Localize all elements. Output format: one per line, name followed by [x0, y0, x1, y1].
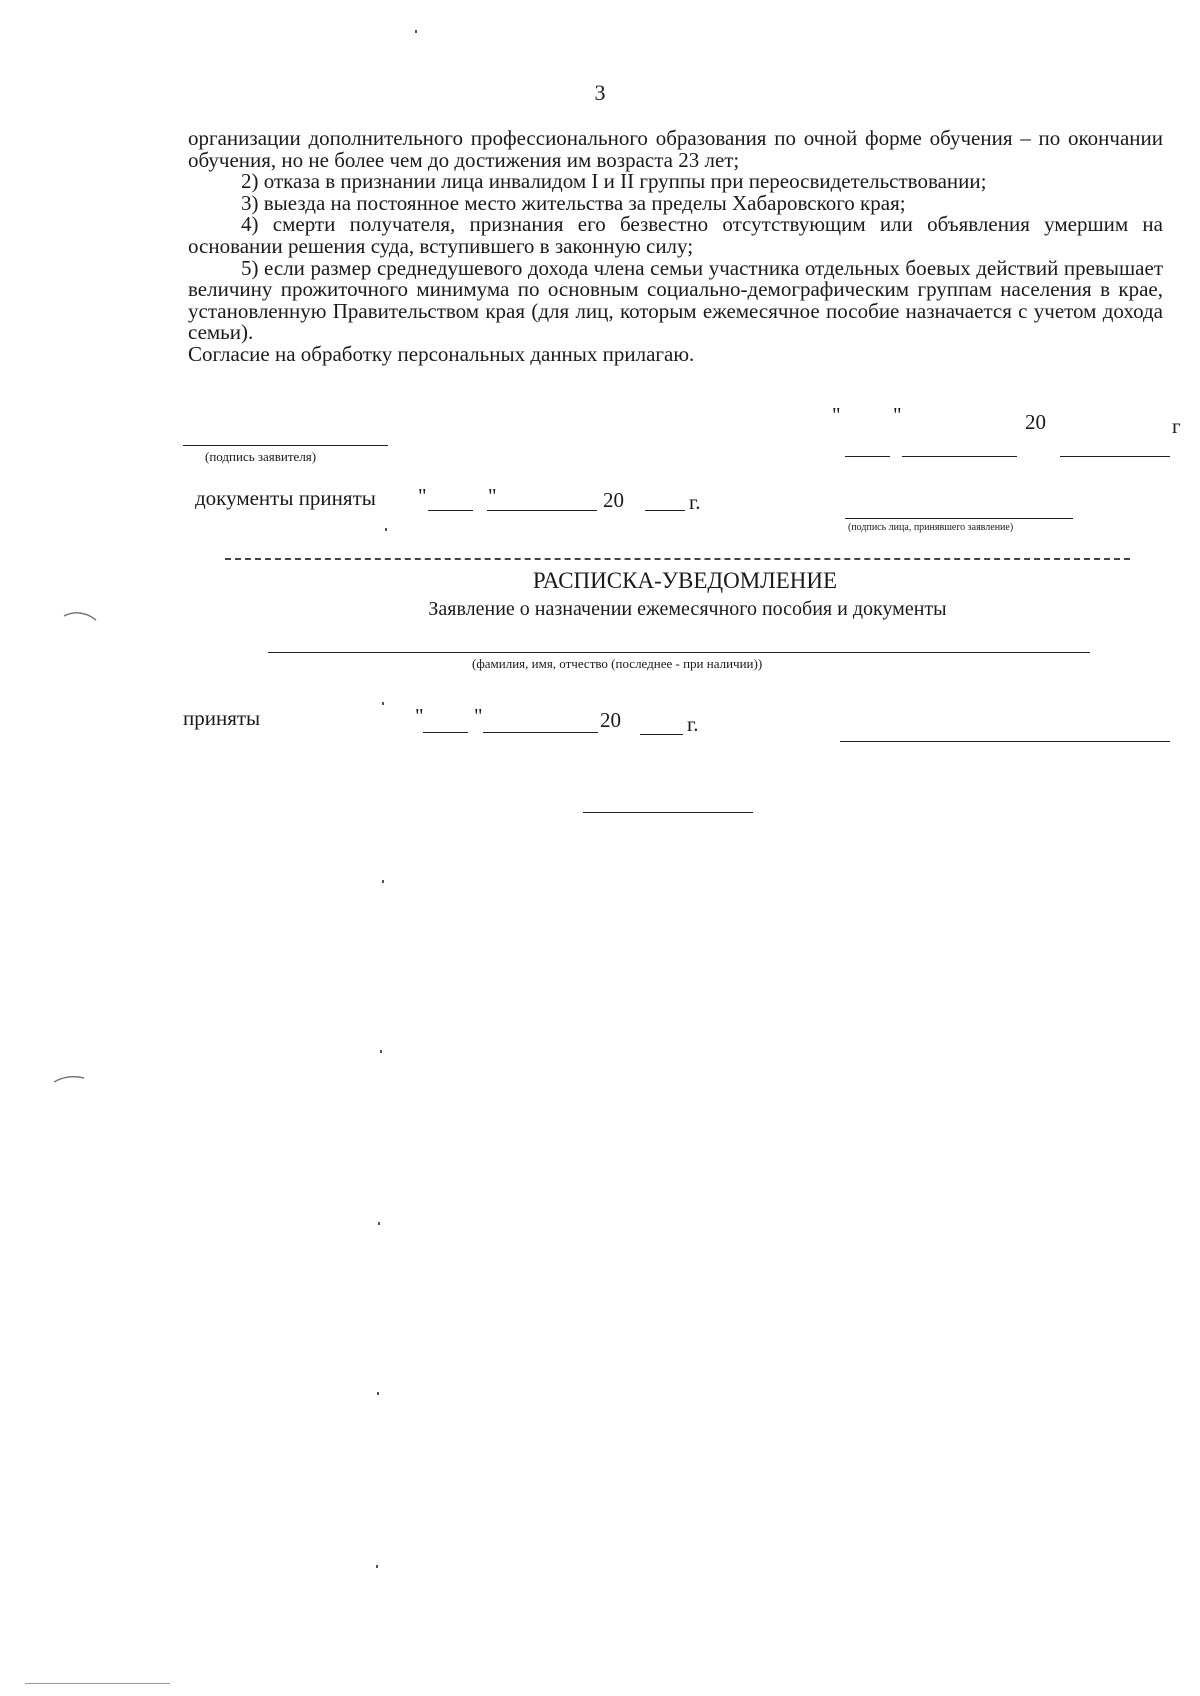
documents-accepted-year: 20 — [603, 488, 624, 512]
paragraph-4: 4) смерти получателя, признания его безвестно отсутствующим или объявления умершим на основании решения суда, вступившего в законную силу; — [188, 212, 1163, 258]
receiver-signature-line[interactable] — [845, 518, 1073, 519]
paragraph-3: 3) выезда на постоянное место жительства за пределы Хабаровского края; — [241, 190, 906, 215]
receipt-suffix: г. — [687, 712, 699, 736]
closing-rule — [583, 812, 753, 813]
speck — [377, 1392, 379, 1395]
receiver-signature-caption: (подпись лица, принявшего заявление) — [848, 522, 1014, 533]
receipt-accepted-label: приняты — [183, 706, 261, 730]
date-quote-close: " — [893, 403, 902, 427]
receipt-day-blank[interactable] — [423, 732, 468, 733]
receipt-signature-line[interactable] — [840, 741, 1170, 742]
documents-accepted-quote-close: " — [488, 484, 497, 508]
documents-accepted-label: документы приняты — [195, 486, 376, 510]
documents-accepted-day-blank[interactable] — [428, 510, 473, 511]
date-day-blank[interactable] — [845, 456, 890, 457]
speck — [385, 528, 387, 531]
date-year: 20 — [1025, 410, 1046, 434]
receipt-month-blank[interactable] — [483, 732, 598, 733]
speck — [382, 880, 384, 883]
paragraph-consent: Согласие на обработку персональных данных прилагаю. — [188, 341, 695, 366]
receipt-year-blank[interactable] — [640, 734, 683, 735]
receipt-subtitle: Заявление о назначении ежемесячного пособия и документы — [428, 598, 947, 620]
paragraph-1: организации дополнительного профессионального образования по очной форме обучения – по окончании обучения, но не более чем до достижения им возраста 23 лет; — [188, 126, 1163, 172]
receipt-fio-line[interactable] — [268, 652, 1090, 653]
speck — [376, 1565, 378, 1568]
receipt-fio-caption: (фамилия, имя, отчество (последнее - при наличии)) — [472, 656, 763, 671]
paragraph-2: 2) отказа в признании лица инвалидом I и II группы при переосвидетельствовании; — [241, 169, 987, 194]
date-quote-open: " — [832, 403, 841, 427]
speck — [415, 30, 417, 33]
documents-accepted-quote-open: " — [418, 484, 427, 508]
scan-mark-1 — [62, 606, 102, 626]
paragraph-5: 5) если размер среднедушевого дохода члена семьи участника отдельных боевых действий превышает величину прожиточного минимума по основным социально-демографическим группам населения в крае, установленную Правительством края (для лиц, которым ежемесячное пособие назначается с учетом дохода семьи). — [188, 255, 1163, 345]
speck — [380, 1050, 382, 1053]
documents-accepted-suffix: г. — [689, 490, 701, 514]
documents-accepted-month-blank[interactable] — [487, 510, 597, 511]
cut-separator — [225, 558, 1130, 560]
scan-mark-2 — [52, 1070, 92, 1090]
receipt-quote-close: " — [474, 704, 483, 728]
receipt-quote-open: " — [415, 704, 424, 728]
speck — [378, 1222, 380, 1225]
date-month-blank[interactable] — [902, 456, 1017, 457]
scan-edge-line — [25, 1683, 170, 1684]
receipt-year: 20 — [600, 708, 621, 732]
page-number: 3 — [594, 80, 606, 105]
documents-accepted-year-blank[interactable] — [645, 510, 685, 511]
date-year-blank[interactable] — [1060, 456, 1170, 457]
date-suffix: г — [1172, 414, 1181, 438]
applicant-signature-caption: (подпись заявителя) — [205, 449, 317, 464]
receipt-title: РАСПИСКА-УВЕДОМЛЕНИЕ — [532, 568, 838, 593]
applicant-signature-line[interactable] — [183, 445, 388, 446]
speck — [382, 702, 384, 705]
body-text — [188, 128, 1163, 366]
